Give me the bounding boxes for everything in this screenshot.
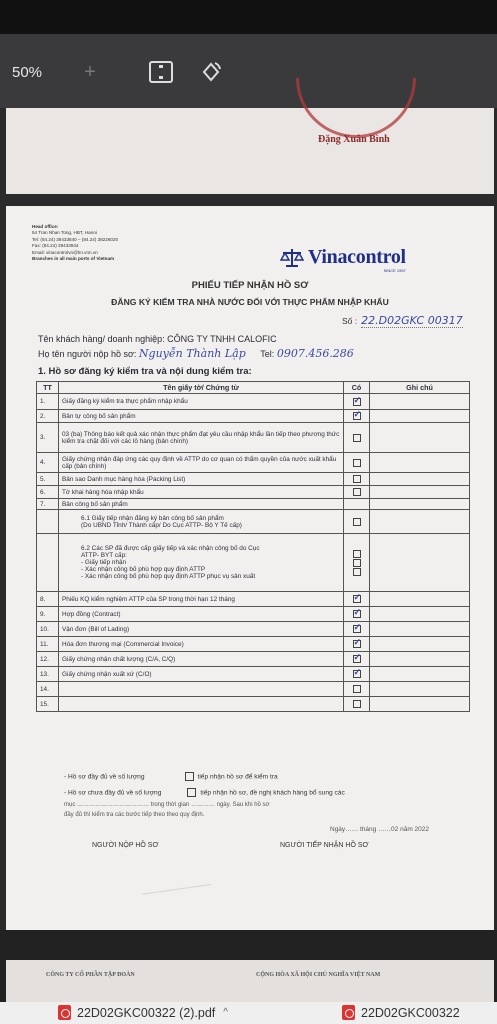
table-row: 10. Vận đơn (Bill of Lading) ✓ <box>37 622 470 637</box>
submitter-field: Họ tên người nộp hồ sơ: Nguyễn Thành Lập Tel: 0907.456.286 <box>38 347 354 360</box>
option-incomplete: - Hồ sơ chưa đầy đủ về số lượng tiếp nhận hồ sơ, đề nghị khách hàng bổ sung các <box>64 789 345 797</box>
table-row: 6.2 Các SP đã được cấp giấy tiếp và xác nhận công bố do Cục ATTP- BYT cấp: - Giấy tiếp nhận - Xác nhận công bố phù hợp quy định ATTP - Xác nhận công bố phù hợp quy định ATTP phục vụ sản xuất <box>37 534 470 592</box>
checkbox[interactable] <box>353 670 361 678</box>
checkbox[interactable] <box>353 700 361 708</box>
table-row: 5. Bản sao Danh mục hàng hóa (Packing List) <box>37 473 470 486</box>
chevron-up-icon[interactable]: ^ <box>223 1007 228 1018</box>
form-title: PHIẾU TIẾP NHẬN HỒ SƠ <box>191 280 309 291</box>
table-row: 12. Giấy chứng nhận chất lượng (C/A, C/Q) ✓ <box>37 652 470 667</box>
checkbox[interactable] <box>353 655 361 663</box>
zoom-in-icon[interactable]: + <box>84 60 96 83</box>
table-row: 9. Hợp đồng (Contract) ✓ <box>37 607 470 622</box>
section-heading: 1. Hồ sơ đăng ký kiểm tra và nội dung kiểm tra: <box>38 366 252 377</box>
checkbox[interactable] <box>353 398 361 406</box>
form-subtitle: ĐĂNG KÝ KIỂM TRA NHÀ NƯỚC ĐỐI VỚI THỰC PHẨM NHẬP KHẨU <box>111 297 389 307</box>
checkbox[interactable] <box>353 459 361 467</box>
customer-field: Tên khách hàng/ doanh nghiệp: CÔNG TY TNHH CALOFIC <box>38 334 277 344</box>
table-row: 6.1 Giấy tiếp nhận đăng ký bản công bố sản phẩm (Do UBND Tỉnh/ Thành cấp/ Do Cục ATTP- Bộ Y Tế cấp) <box>37 510 470 534</box>
checkbox[interactable] <box>353 550 361 558</box>
signature <box>139 863 211 895</box>
checkbox[interactable] <box>353 434 361 442</box>
table-row: 4. Giấy chứng nhận đáp ứng các quy định về ATTP do cơ quan có thẩm quyền của nước xuất khẩu cấp (bản chính) <box>37 453 470 473</box>
checkbox[interactable] <box>353 640 361 648</box>
checkbox[interactable] <box>353 488 361 496</box>
fine-text: mục ……………………………… trong thời gian ………… ngày. Sau khi hồ sơ <box>64 802 270 808</box>
download-item[interactable]: 22D02GKC00322 <box>342 1005 460 1020</box>
checkbox[interactable] <box>353 685 361 693</box>
zoom-level[interactable]: 50% <box>12 64 43 81</box>
table-row: 11. Hóa đơn thương mại (Commercial Invoice) ✓ <box>37 637 470 652</box>
submitter-signature-label: NGƯỜI NỘP HỒ SƠ <box>92 842 159 849</box>
checkbox[interactable] <box>353 568 361 576</box>
table-row: 7. Bản công bố sản phẩm <box>37 499 470 510</box>
document-page <box>6 206 494 930</box>
checkbox[interactable] <box>353 595 361 603</box>
fit-page-icon[interactable] <box>146 58 176 86</box>
downloads-bar <box>0 1002 497 1024</box>
option-complete: - Hồ sơ đầy đủ về số lượng tiếp nhận hồ sơ để kiểm tra <box>64 773 278 781</box>
signer-name: Đặng Xuân Bình <box>318 134 390 145</box>
vinacontrol-logo: Vinacontrol SINCE 1957 <box>280 246 406 269</box>
checkbox[interactable] <box>187 788 196 797</box>
viewer-toolbar <box>0 34 497 108</box>
next-page: CÔNG TY CỔ PHẦN TẬP ĐOÀN CỘNG HÒA XÃ HỘI CHỦ NGHĨA VIỆT NAM <box>6 960 494 1002</box>
stamp-icon <box>296 78 416 138</box>
rotate-icon[interactable] <box>196 58 226 86</box>
form-number: Số : 22.D02GKC 00317 <box>342 314 463 327</box>
scale-icon <box>280 248 304 268</box>
pdf-icon <box>58 1005 71 1020</box>
download-item[interactable]: 22D02GKC00322 (2).pdf ^ <box>58 1005 228 1020</box>
table-row: 1. Giấy đăng ký kiểm tra thực phẩm nhập khẩu ✓ <box>37 394 470 410</box>
checkbox[interactable] <box>353 475 361 483</box>
table-row: 8. Phiếu KQ kiểm nghiệm ATTP của SP trong thời hạn 12 tháng ✓ <box>37 592 470 607</box>
head-office-block: Head office: 54 Tran Nhan Tong, HBT, Hanoi Tel: (84.24) 39433840 – (84.24) 38226020 Fax: (84.24) 39433844 Email: vinacontrolvn@hn.vnn.vn Branches in all main ports of Vietnam <box>32 224 119 262</box>
receiver-signature-label: NGƯỜI TIẾP NHẬN HỒ SƠ <box>280 842 369 849</box>
table-row: 14. <box>37 682 470 697</box>
checkbox[interactable] <box>185 772 194 781</box>
checkbox[interactable] <box>353 412 361 420</box>
fine-text: đầy đủ thì kiểm tra các bước tiếp theo theo quy định. <box>64 812 205 818</box>
table-row: 6. Tờ khai hàng hóa nhập khẩu <box>37 486 470 499</box>
table-row: 13. Giấy chứng nhận xuất xứ (C/O) ✓ <box>37 667 470 682</box>
top-bezel <box>0 0 497 34</box>
checkbox[interactable] <box>353 518 361 526</box>
table-row: 3. 03 (ba) Thông báo kết quả xác nhận thực phẩm đạt yêu cầu nhập khẩu lần tiếp theo phương thức kiểm tra chặt đối với các lô hàng (bản chính) <box>37 423 470 453</box>
previous-page <box>6 108 494 194</box>
pdf-icon <box>342 1005 355 1020</box>
page-gap <box>0 194 497 206</box>
checkbox[interactable] <box>353 610 361 618</box>
documents-table: TT Tên giấy tờ/ Chứng từ Có Ghi chú 1. Giấy đăng ký kiểm tra thực phẩm nhập khẩu ✓ 2. Bản tự công bố sản phẩm ✓ 3. 03 (ba) Thông báo kết quả xác nhận thực phẩm đạt yêu cầu nhập khẩu lần tiếp theo phương thức kiểm tra chặt đối với các lô hàng (bản chính) 4. Giấy chứng nhận đáp ứng các quy định về ATTP do cơ quan có thẩm quyền của nước xuất khẩu cấp (bản chính) 5. Bản sao Danh mục hàng hóa (Packing List) 6. Tờ khai hàng hóa nhập khẩu 7. Bản công bố sản phẩm 6.1 Giấy tiếp nhận đăng ký bản công bố sản phẩm (Do UBND Tỉnh/ Thành cấp/ Do Cục ATTP- Bộ Y Tế cấp) 6.2 Các SP đã được cấp giấy tiếp và xác nhận công bố do Cục ATTP- BYT cấp: - Giấy tiếp nhận - Xác nhận công bố phù hợp quy định ATTP - Xác nhận công bố phù hợp quy định ATTP phục vụ sản xuất 8. Phiếu KQ kiểm nghiệm ATTP của SP trong thời hạn 12 tháng ✓ 9. Hợp đồng (Contract) ✓ 10. Vận đơn (Bill of Lading) ✓ 11. Hóa đơn thương mại (Commercial Invoice) ✓ 12. Giấy chứng nhận chất lượng (C/A, C/Q) ✓ 13. Giấy chứng nhận xuất xứ (C/O) ✓ 14. 15. <box>36 381 470 712</box>
bottom-strip <box>0 930 497 1002</box>
checkbox[interactable] <box>353 559 361 567</box>
checkbox[interactable] <box>353 625 361 633</box>
date-line: Ngày…… tháng ……02 năm 2022 <box>330 826 429 833</box>
table-row: 2. Bản tự công bố sản phẩm ✓ <box>37 410 470 423</box>
table-row: 15. <box>37 697 470 712</box>
